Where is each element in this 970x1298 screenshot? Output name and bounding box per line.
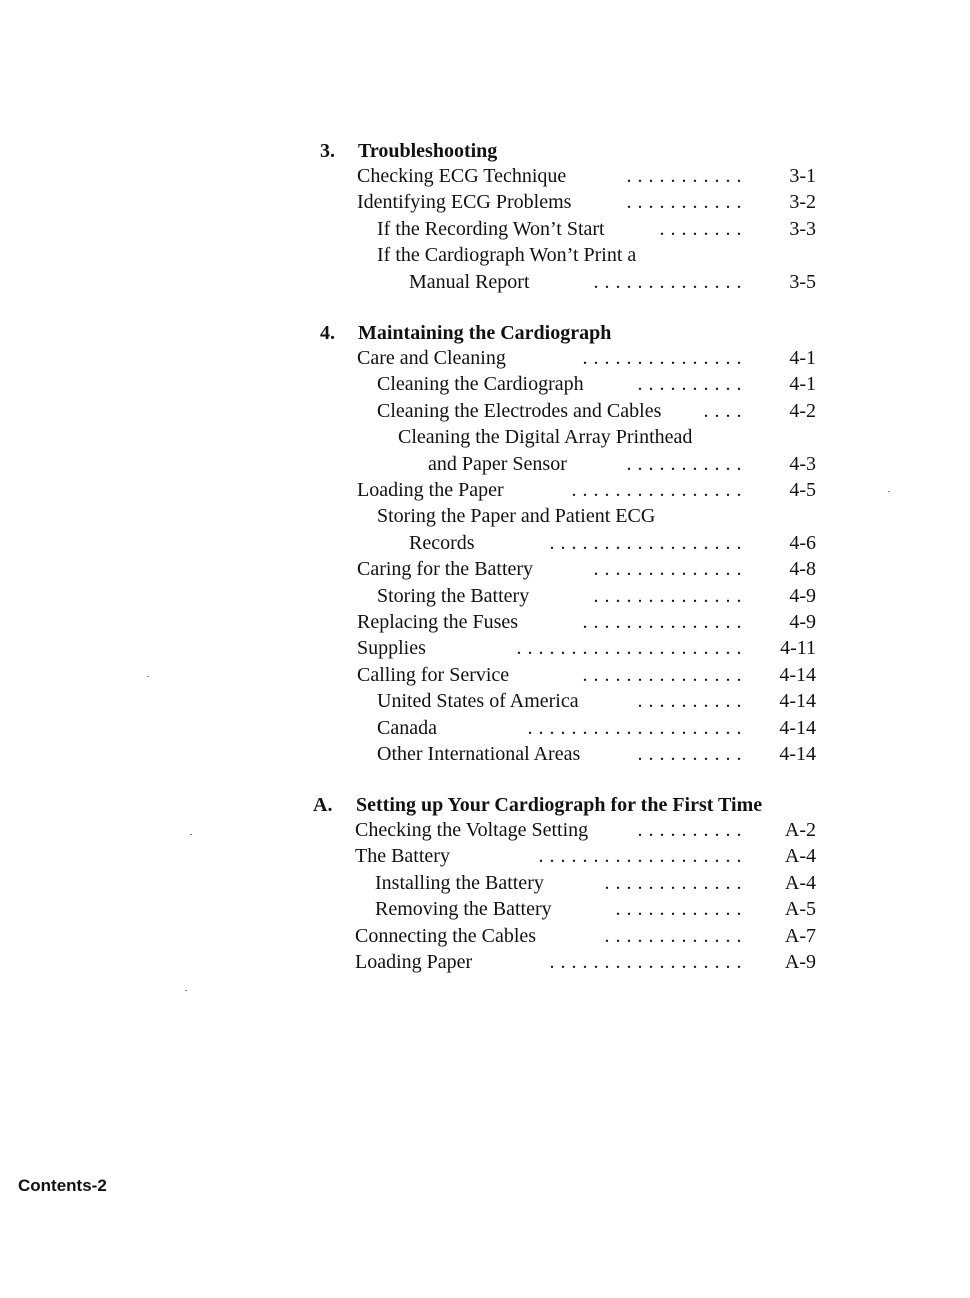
page-number: A-4 <box>784 871 816 894</box>
toc-entry-label: Cleaning the Electrodes and Cables <box>377 399 662 422</box>
toc-entry-label: Caring for the Battery <box>357 558 534 581</box>
dot-leader: . . . . . . . . . . . . . . . . . . <box>549 951 742 973</box>
section-number: 3. <box>320 140 335 162</box>
dot-leader: . . . . . . . . . . . <box>626 452 742 475</box>
toc-entry[interactable] <box>377 216 742 242</box>
toc-entry-label: Calling for Service <box>357 663 510 686</box>
toc-entry[interactable] <box>357 189 742 215</box>
page-number: 3-5 <box>789 270 816 293</box>
toc-entry[interactable] <box>428 451 742 477</box>
dot-leader: . . . . . . . . . . . . . . . <box>582 347 742 369</box>
scan-speck <box>190 834 192 835</box>
page-number: A-4 <box>784 845 816 868</box>
page-number: 4-14 <box>779 743 816 765</box>
toc-entry[interactable] <box>409 269 742 295</box>
page-number: 4-6 <box>789 531 816 554</box>
dot-leader: . . . . . . . . . . . . . . . . . . . <box>538 845 742 868</box>
toc-entry-label: and Paper Sensor <box>428 452 567 475</box>
page-number: 4-11 <box>780 637 816 660</box>
section-number: 4. <box>320 322 335 344</box>
dot-leader: . . . . . . . . . . . . . . . . . . . . . <box>516 637 742 660</box>
toc-entry-label: Identifying ECG Problems <box>357 191 572 214</box>
toc-entry[interactable] <box>377 371 742 397</box>
scan-speck <box>185 990 187 991</box>
page-number: 3-1 <box>789 165 816 187</box>
dot-leader: . . . . . . . . . . . . . . . <box>582 611 742 633</box>
section-title[interactable]: Maintaining the Cardiograph <box>358 322 612 344</box>
dot-leader: . . . . . . . . . . . . . . <box>593 270 742 293</box>
toc-entry-label: Loading Paper <box>355 951 473 973</box>
toc-entry-label: Cleaning the Digital Array Printhead <box>398 426 693 449</box>
toc-entry[interactable] <box>375 896 742 922</box>
toc-entry-label: The Battery <box>355 845 450 868</box>
toc-entry-label: Manual Report <box>409 270 530 293</box>
section-title[interactable]: Setting up Your Cardiograph for the First Time <box>356 794 763 816</box>
toc-entry-label: Cleaning the Cardiograph <box>377 373 584 396</box>
toc-entry[interactable] <box>357 609 742 635</box>
page-number: 4-2 <box>789 399 816 422</box>
page-number: A-2 <box>784 819 816 841</box>
toc-entry[interactable] <box>357 477 742 503</box>
scan-speck <box>147 676 149 677</box>
scan-speck <box>888 491 890 492</box>
dot-leader: . . . . <box>703 399 742 422</box>
dot-leader: . . . . . . . . . . . . . <box>604 871 742 894</box>
toc-entry[interactable] <box>375 870 742 896</box>
toc-entry-label: Other International Areas <box>377 743 581 765</box>
page-number: 4-9 <box>789 584 816 607</box>
page-number: 4-3 <box>789 452 816 475</box>
toc-entry-label: Storing the Battery <box>377 584 530 607</box>
page-number: 4-1 <box>789 347 816 369</box>
toc-entry[interactable] <box>357 163 742 189</box>
toc-entry-label: Installing the Battery <box>375 871 544 894</box>
toc-entry[interactable] <box>355 843 742 869</box>
page-number: 4-8 <box>789 558 816 581</box>
toc-entry[interactable] <box>409 530 742 556</box>
page-number: 4-14 <box>779 716 816 739</box>
dot-leader: . . . . . . . . . . <box>637 373 742 396</box>
dot-leader: . . . . . . . . . . <box>637 819 742 841</box>
page-number: A-9 <box>784 951 816 973</box>
page-number: A-5 <box>784 898 816 921</box>
page-number: 4-9 <box>789 611 816 633</box>
dot-leader: . . . . . . . . . . . . . . . <box>582 663 742 686</box>
toc-entry[interactable] <box>377 715 742 741</box>
section-title[interactable]: Troubleshooting <box>358 140 498 162</box>
toc-entry-label: Checking ECG Technique <box>357 165 567 187</box>
section-number: A. <box>313 794 333 816</box>
page-number: 4-14 <box>779 690 816 713</box>
toc-entry[interactable] <box>357 662 742 688</box>
toc-entry-label: United States of America <box>377 690 579 713</box>
toc-entry-label: Storing the Paper and Patient ECG <box>377 505 656 528</box>
toc-entry-label: If the Recording Won’t Start <box>377 217 605 240</box>
toc-entry[interactable] <box>355 817 742 843</box>
toc-entry[interactable] <box>357 345 742 371</box>
page-number: 4-1 <box>789 373 816 396</box>
toc-entry[interactable] <box>377 398 742 424</box>
toc-entry[interactable] <box>377 741 742 767</box>
dot-leader: . . . . . . . . . . . . <box>615 898 742 921</box>
toc-entry[interactable] <box>355 949 742 975</box>
toc-entry-label: Supplies <box>357 637 426 660</box>
toc-entry[interactable] <box>357 556 742 582</box>
toc-entry-label: Connecting the Cables <box>355 924 537 947</box>
dot-leader: . . . . . . . . . . . <box>626 165 742 187</box>
dot-leader: . . . . . . . . . . . . . <box>604 924 742 947</box>
toc-entry[interactable] <box>377 583 742 609</box>
toc-entry-label: Removing the Battery <box>375 898 552 921</box>
dot-leader: . . . . . . . . . . . . . . . . <box>571 479 742 501</box>
page-number: A-7 <box>784 924 816 947</box>
toc-entry-label: Checking the Voltage Setting <box>355 819 589 841</box>
toc-entry[interactable] <box>355 923 742 949</box>
toc-entry[interactable] <box>377 503 742 529</box>
dot-leader: . . . . . . . . . . . . . . <box>593 584 742 607</box>
page-number: 4-14 <box>779 663 816 686</box>
dot-leader: . . . . . . . . . . . . . . . . . . <box>549 531 742 554</box>
dot-leader: . . . . . . . . . . . <box>626 191 742 214</box>
dot-leader: . . . . . . . . . . <box>637 743 742 765</box>
toc-entry-label: Records <box>409 531 475 554</box>
page-footer: Contents-2 <box>18 1176 107 1195</box>
toc-entry[interactable] <box>377 688 742 714</box>
toc-entry-label: Replacing the Fuses <box>357 611 519 633</box>
page-number: 4-5 <box>789 479 816 501</box>
dot-leader: . . . . . . . . . . . . . . <box>593 558 742 581</box>
toc-entry-label: If the Cardiograph Won’t Print a <box>377 244 637 267</box>
toc-entry[interactable] <box>357 635 742 661</box>
dot-leader: . . . . . . . . . . <box>637 690 742 713</box>
toc-entry-label: Loading the Paper <box>357 479 504 501</box>
page-number: 3-3 <box>789 217 816 240</box>
toc-entry-label: Care and Cleaning <box>357 347 506 369</box>
toc-entry[interactable] <box>377 242 742 268</box>
dot-leader: . . . . . . . . <box>659 217 742 240</box>
page-number: 3-2 <box>789 191 816 214</box>
toc-entry[interactable] <box>398 424 742 450</box>
dot-leader: . . . . . . . . . . . . . . . . . . . . <box>527 716 742 739</box>
toc-entry-label: Canada <box>377 716 437 739</box>
